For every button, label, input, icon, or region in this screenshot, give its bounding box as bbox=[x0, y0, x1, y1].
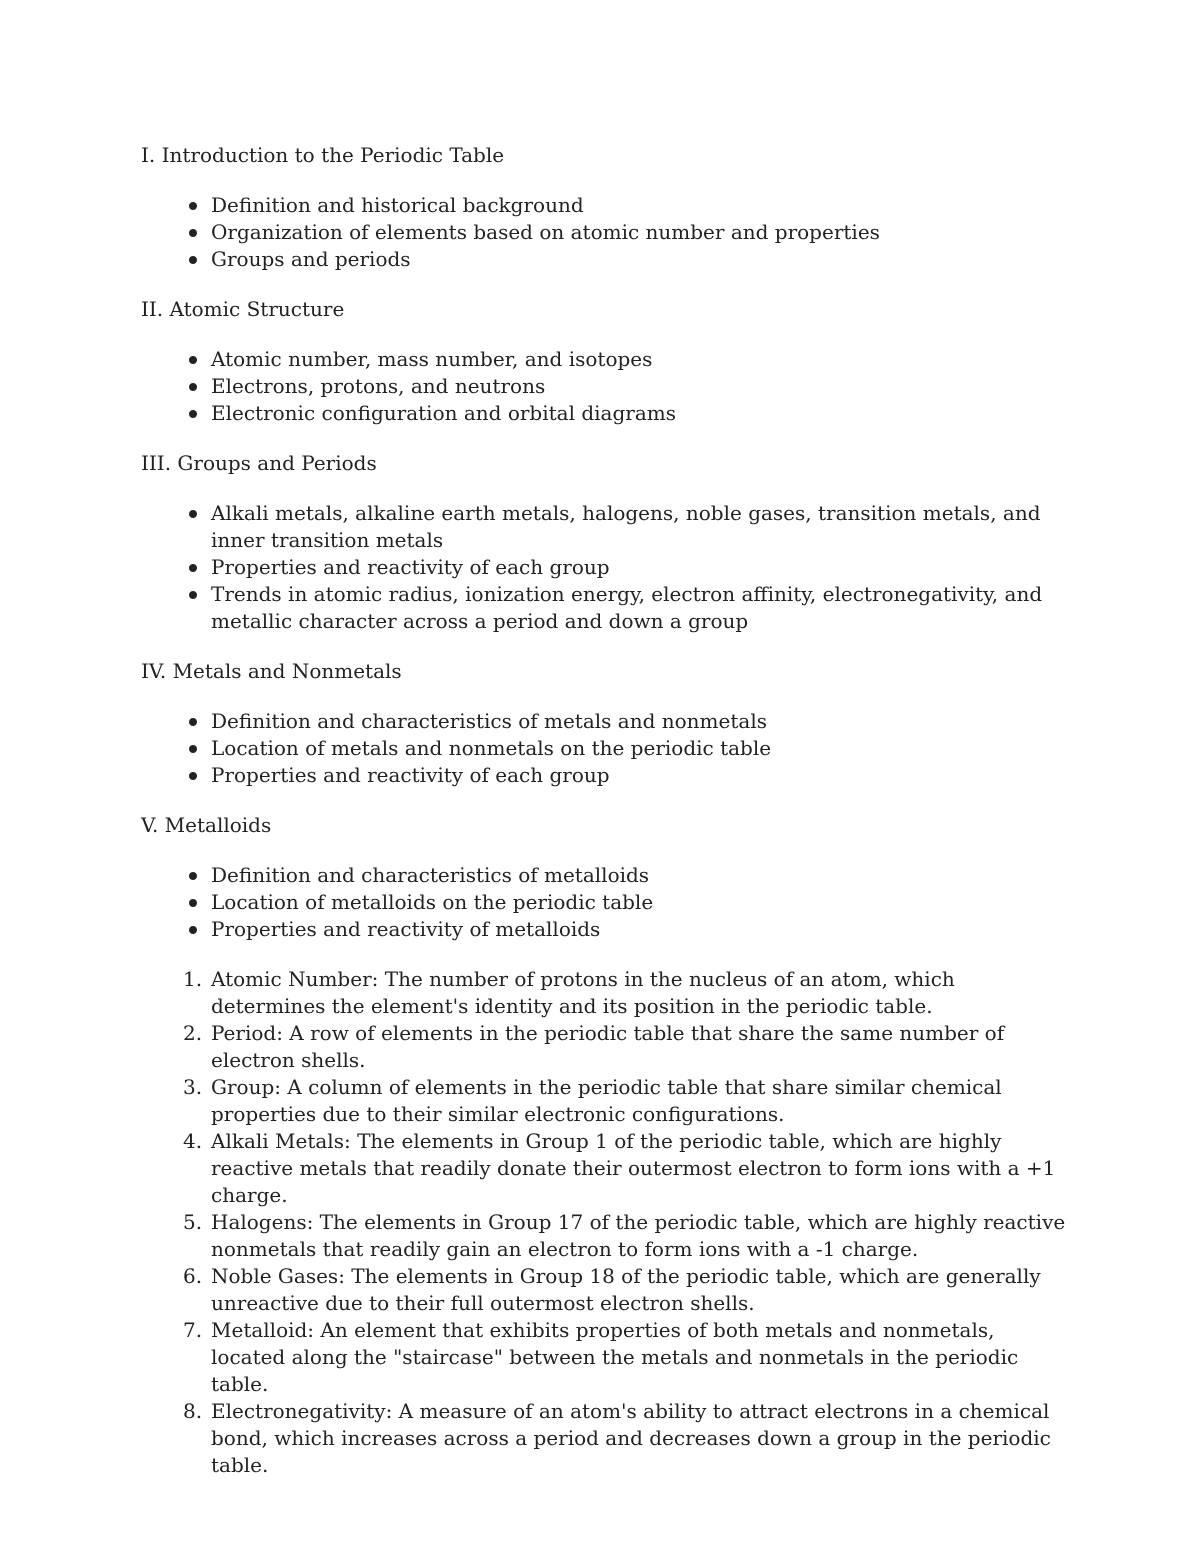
section-heading: I. Introduction to the Periodic Table bbox=[141, 143, 505, 167]
definition-text: Metalloid: An element that exhibits properties of both metals and nonmetals, located along the "staircase" between the metals and nonmetals in the periodic table. bbox=[211, 1318, 1019, 1396]
list-item: Properties and reactivity of metalloids bbox=[211, 916, 1071, 943]
section-heading: IV. Metals and Nonmetals bbox=[141, 659, 402, 683]
list-item: Electronic configuration and orbital diagrams bbox=[211, 400, 1071, 427]
document-page bbox=[141, 142, 1071, 1479]
definition-text: Period: A row of elements in the periodic table that share the same number of electron shells. bbox=[211, 1021, 1005, 1072]
list-item: Location of metalloids on the periodic table bbox=[211, 889, 1071, 916]
list-item: Atomic number, mass number, and isotopes bbox=[211, 346, 1071, 373]
item-number: 6. bbox=[183, 1264, 203, 1288]
definition-item bbox=[183, 1209, 1071, 1263]
definition-text: Noble Gases: The elements in Group 18 of the periodic table, which are generally unreactive due to their full outermost electron shells. bbox=[211, 1264, 1041, 1315]
item-number: 4. bbox=[183, 1129, 203, 1153]
definition-item bbox=[183, 1263, 1071, 1317]
item-number: 1. bbox=[183, 967, 203, 991]
bullet-list bbox=[141, 708, 1071, 789]
bullet-list bbox=[141, 192, 1071, 273]
list-item: Groups and periods bbox=[211, 246, 1071, 273]
bullet-list bbox=[141, 346, 1071, 427]
definition-item bbox=[183, 1128, 1071, 1209]
item-number: 7. bbox=[183, 1318, 203, 1342]
list-item: Location of metals and nonmetals on the periodic table bbox=[211, 735, 1071, 762]
item-number: 3. bbox=[183, 1075, 203, 1099]
list-item: Properties and reactivity of each group bbox=[211, 554, 1071, 581]
definition-text: Electronegativity: A measure of an atom's ability to attract electrons in a chemical bond, which increases across a period and decreases down a group in the periodic table. bbox=[211, 1399, 1051, 1477]
definition-item bbox=[183, 1317, 1071, 1398]
definition-item bbox=[183, 1398, 1071, 1479]
bullet-list bbox=[141, 500, 1071, 635]
section-heading: III. Groups and Periods bbox=[141, 451, 377, 475]
definition-item bbox=[183, 1020, 1071, 1074]
item-number: 5. bbox=[183, 1210, 203, 1234]
list-item: Organization of elements based on atomic number and properties bbox=[211, 219, 1071, 246]
list-item: Definition and characteristics of metals and nonmetals bbox=[211, 708, 1071, 735]
item-number: 8. bbox=[183, 1399, 203, 1423]
definition-text: Atomic Number: The number of protons in the nucleus of an atom, which determines the element's identity and its position in the periodic table. bbox=[211, 967, 955, 1018]
list-item: Definition and characteristics of metalloids bbox=[211, 862, 1071, 889]
section-heading: V. Metalloids bbox=[141, 813, 272, 837]
item-number: 2. bbox=[183, 1021, 203, 1045]
bullet-list bbox=[141, 862, 1071, 943]
list-item: Definition and historical background bbox=[211, 192, 1071, 219]
section-heading: II. Atomic Structure bbox=[141, 297, 345, 321]
list-item: Alkali metals, alkaline earth metals, halogens, noble gases, transition metals, and inner transition metals bbox=[211, 500, 1071, 554]
definition-text: Alkali Metals: The elements in Group 1 of the periodic table, which are highly reactive metals that readily donate their outermost electron to form ions with a +1 charge. bbox=[211, 1129, 1056, 1207]
definition-item bbox=[183, 966, 1071, 1020]
list-item: Trends in atomic radius, ionization energy, electron affinity, electronegativity, and metallic character across a period and down a group bbox=[211, 581, 1071, 635]
definition-text: Group: A column of elements in the periodic table that share similar chemical properties due to their similar electronic configurations. bbox=[211, 1075, 1002, 1126]
definitions-list bbox=[141, 966, 1071, 1479]
definition-item bbox=[183, 1074, 1071, 1128]
list-item: Electrons, protons, and neutrons bbox=[211, 373, 1071, 400]
definition-text: Halogens: The elements in Group 17 of the periodic table, which are highly reactive nonmetals that readily gain an electron to form ions with a -1 charge. bbox=[211, 1210, 1066, 1261]
list-item: Properties and reactivity of each group bbox=[211, 762, 1071, 789]
